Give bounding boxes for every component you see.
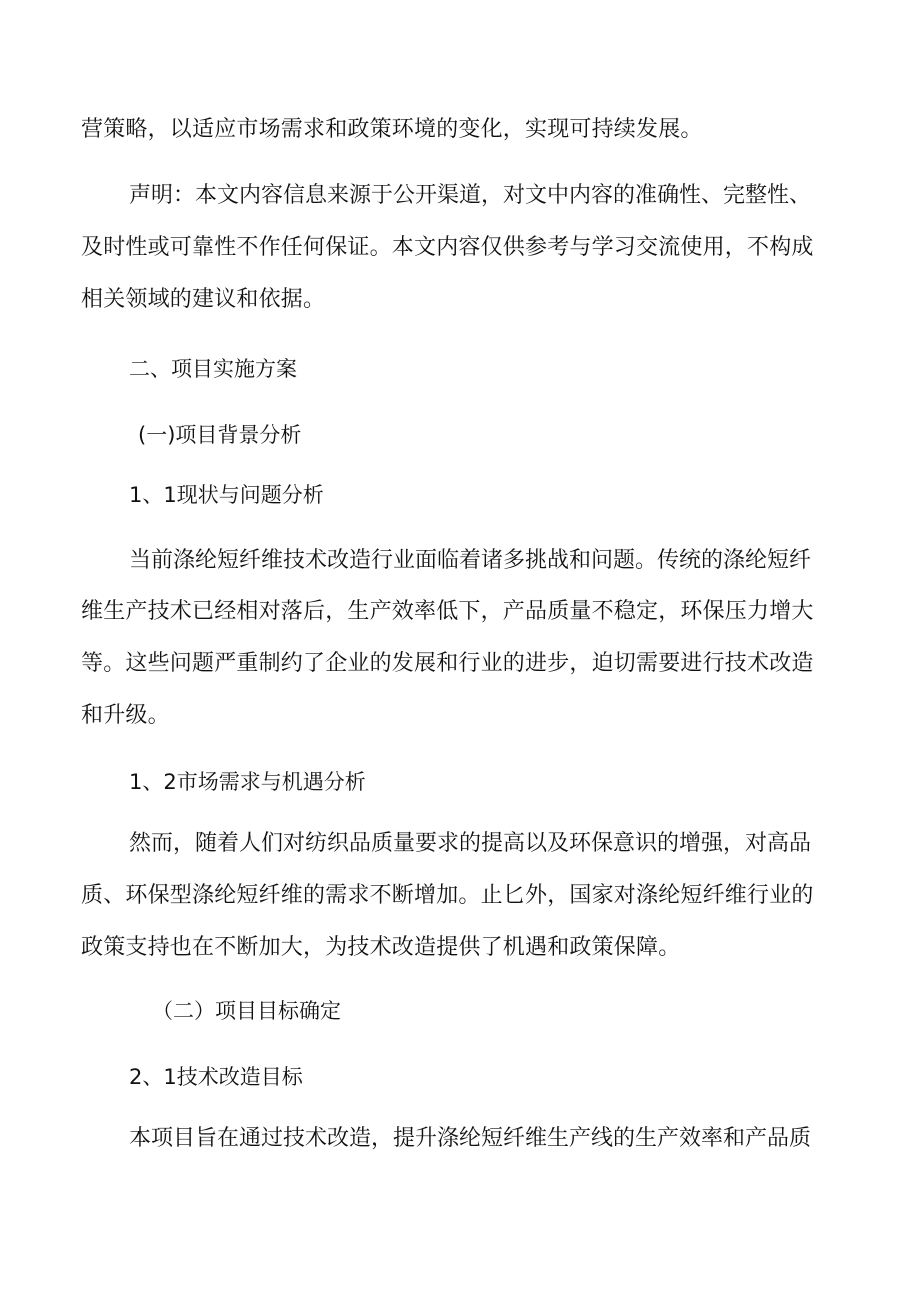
statement-line-2: 及时性或可靠性不作任何保证。本文内容仅供参考与学习交流使用，不构成 [81,235,814,260]
item-heading-1-1: 1、1现状与问题分析 [129,483,324,507]
paragraph-line: 然而，随着人们对纺织品质量要求的提高以及环保意识的增强，对高品 [129,831,812,856]
intro-paragraph-line: 营策略，以适应市场需求和政策环境的变化，实现可持续发展。 [81,117,703,142]
paragraph-line: 本项目旨在通过技术改造，提升涤纶短纤维生产线的生产效率和产品质 [129,1126,812,1151]
subsection-heading-1: (一)项目背景分析 [138,423,302,447]
subsection-heading-2: （二）项目目标确定 [152,999,341,1023]
item-heading-2-1: 2、1技术改造目标 [129,1065,303,1089]
section-heading: 二、项目实施方案 [129,357,297,381]
paragraph-line: 等。这些问题严重制约了企业的发展和行业的进步，迫切需要进行技术改造 [81,651,814,676]
paragraph-line: 政策支持也在不断加大，为技术改造提供了机遇和政策保障。 [81,935,681,960]
paragraph-line: 和升级。 [81,703,170,728]
statement-line-1: 声明：本文内容信息来源于公开渠道，对文中内容的准确性、完整性、 [129,183,812,208]
statement-line-3: 相关领域的建议和依据。 [81,287,326,312]
paragraph-line: 当前涤纶短纤维技术改造行业面临着诸多挑战和问题。传统的涤纶短纤 [129,548,812,573]
paragraph-line: 质、环保型涤纶短纤维的需求不断增加。止匕外，国家对涤纶短纤维行业的 [81,883,814,908]
item-heading-1-2: 1、2市场需求与机遇分析 [129,770,366,794]
paragraph-line: 维生产技术已经相对落后，生产效率低下，产品质量不稳定，环保压力增大 [81,599,814,624]
